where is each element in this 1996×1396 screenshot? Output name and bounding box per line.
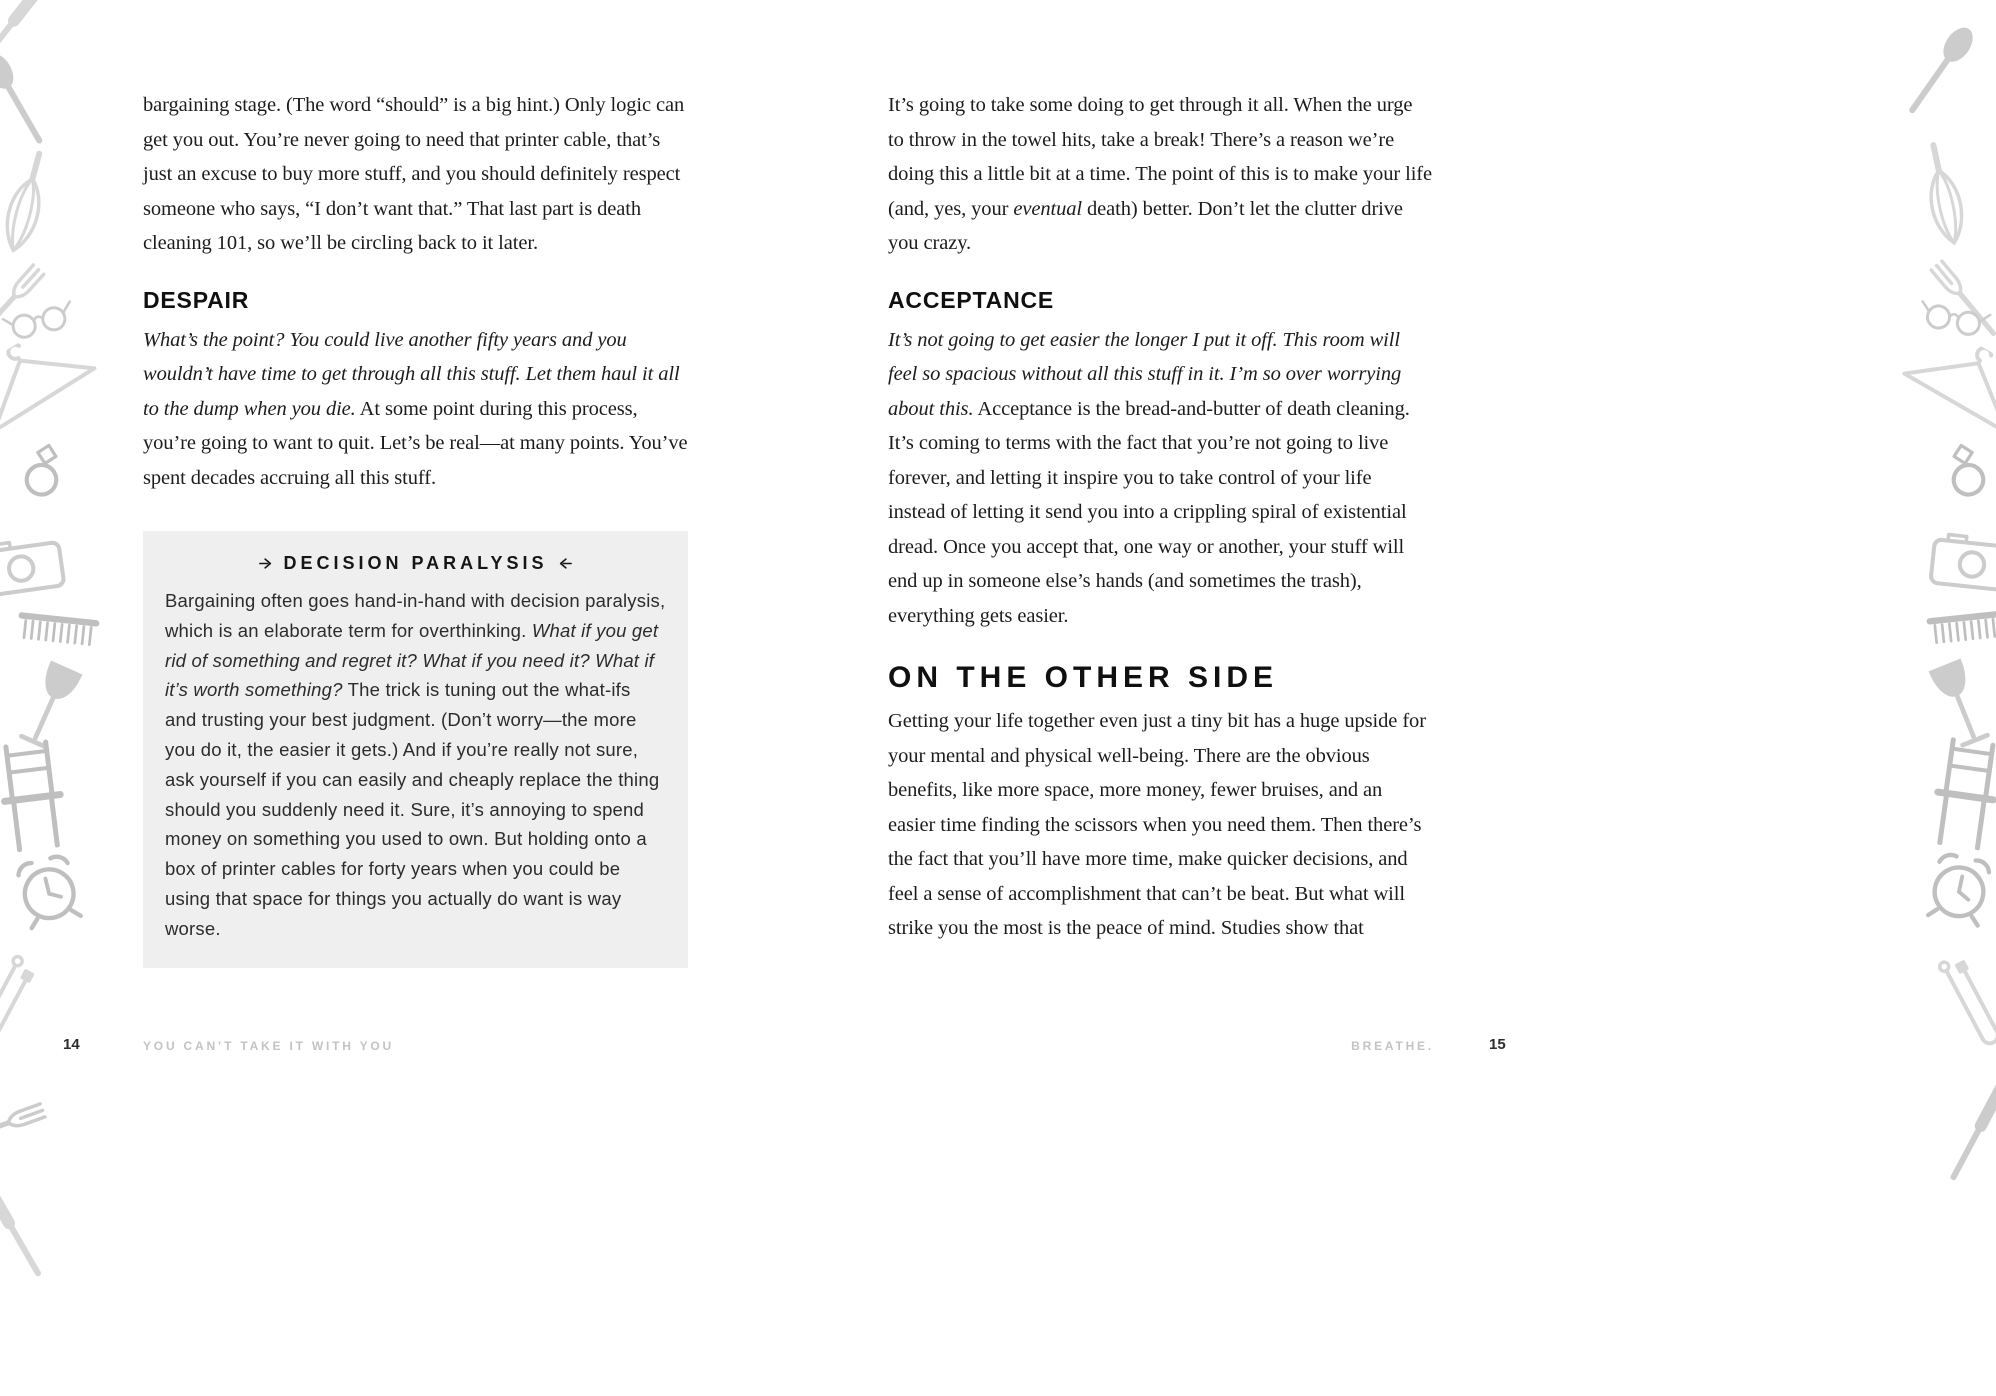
whisk-icon [1911,137,1977,254]
body-paragraph: bargaining stage. (The word “should” is a big hint.) Only logic can get you out. You’re never going to need that printer cable, that’s just an excuse to buy more stuff, and you should definitely respect someone who says, “I don’t want that.” That last part is death cleaning 101, so we’ll be circling back to it later. [143,94,685,254]
left-page-number: 14 [63,1036,80,1053]
right-page [888,88,1433,946]
camera-icon [1927,524,1996,596]
acceptance-heading: ACCEPTANCE [888,286,1055,313]
right-running-footer: BREATHE. [1351,1039,1434,1053]
left-page [143,88,688,968]
box-heading [165,553,666,574]
spoon-icon [1898,19,1983,122]
knife-icon [1938,1077,1996,1188]
body-paragraph: It’s not going to get easier the longer I put it off. This room will feel so spacious without all this stuff in it. I’m so over worrying about this. Acceptance is the bread-and-butter of death cleaning. It’s coming to terms with the fact that you’re not going to live forever, and letting it inspire you to take control of your life instead of letting it send you into a crippling spiral of existential dread. Once you accept that, one way or another, your stuff will end up in someone else’s hands (and sometimes the trash), everything gets easier. [888,328,1410,627]
box-body: Bargaining often goes hand-in-hand with decision paralysis, which is an elaborate term for overthinking. What if you get rid of something and regret it? What if you need it? What if it’s worth something? The trick is tuning out the what-ifs and trusting your best judgment. (Don’t worry—the more you do it, the easier it gets.) And if you’re really not sure, ask yourself if you can easily and cheaply replace the thing should you suddenly need it. Sure, it’s annoying to spend money on something you used to own. But holding onto a box of printer cables for forty years when you could be using that space for things you actually do want is way worse. [165,590,666,939]
whisk-icon [0,144,61,262]
safety-pin-icon [0,946,48,1058]
spoon-icon [0,46,54,152]
alarm-clock-icon [4,844,92,933]
left-running-footer: YOU CAN’T TAKE IT WITH YOU [143,1039,395,1053]
chair-icon [0,736,74,854]
chair-icon [1923,734,1996,853]
box-heading-label: DECISION PARALYSIS [283,553,548,573]
fork-icon [0,1097,50,1154]
heading-flourish-right-icon [558,557,572,570]
comb-icon [15,608,102,650]
ring-icon [1936,434,1995,503]
body-paragraph: Getting your life together even just a tiny bit has a huge upside for your mental and physical well-being. There are the obvious benefits, like more space, more money, fewer bruises, and an easier time finding the scissors when you need them. Then there’s the fact that you’ll have more time, make quicker decisions, and feel a sense of accomplishment that can’t be beat. But what will strike you the most is the peace of mind. Studies show that [888,710,1426,939]
right-page-number: 15 [1489,1036,1506,1053]
heading-flourish-left-icon [259,557,273,570]
camera-icon [0,526,68,600]
knife-icon [0,1175,53,1285]
despair-heading: DESPAIR [143,286,250,313]
ring-icon [14,434,73,503]
body-paragraph: It’s going to take some doing to get through it all. When the urge to throw in the towel hits, take a break! There’s a reason we’re doing this a little bit at a time. The point of this is to make your life (and, yes, your eventual death) better. Don’t let the clutter drive you crazy. [888,94,1433,254]
alarm-clock-icon [1917,843,1996,930]
decision-paralysis-box [143,531,688,968]
safety-pin-icon [1928,944,1996,1056]
body-paragraph: What’s the point? You could live another fifty years and you wouldn’t have time to get through all this stuff. Let them haul it all to the dump when you die. At some point during this process, you’re going to want to quit. Let’s be real—at many points. You’ve spent decades accruing all this stuff. [143,328,688,489]
on-the-other-side-heading: ON THE OTHER SIDE [888,661,1279,694]
comb-icon [1925,606,1996,648]
